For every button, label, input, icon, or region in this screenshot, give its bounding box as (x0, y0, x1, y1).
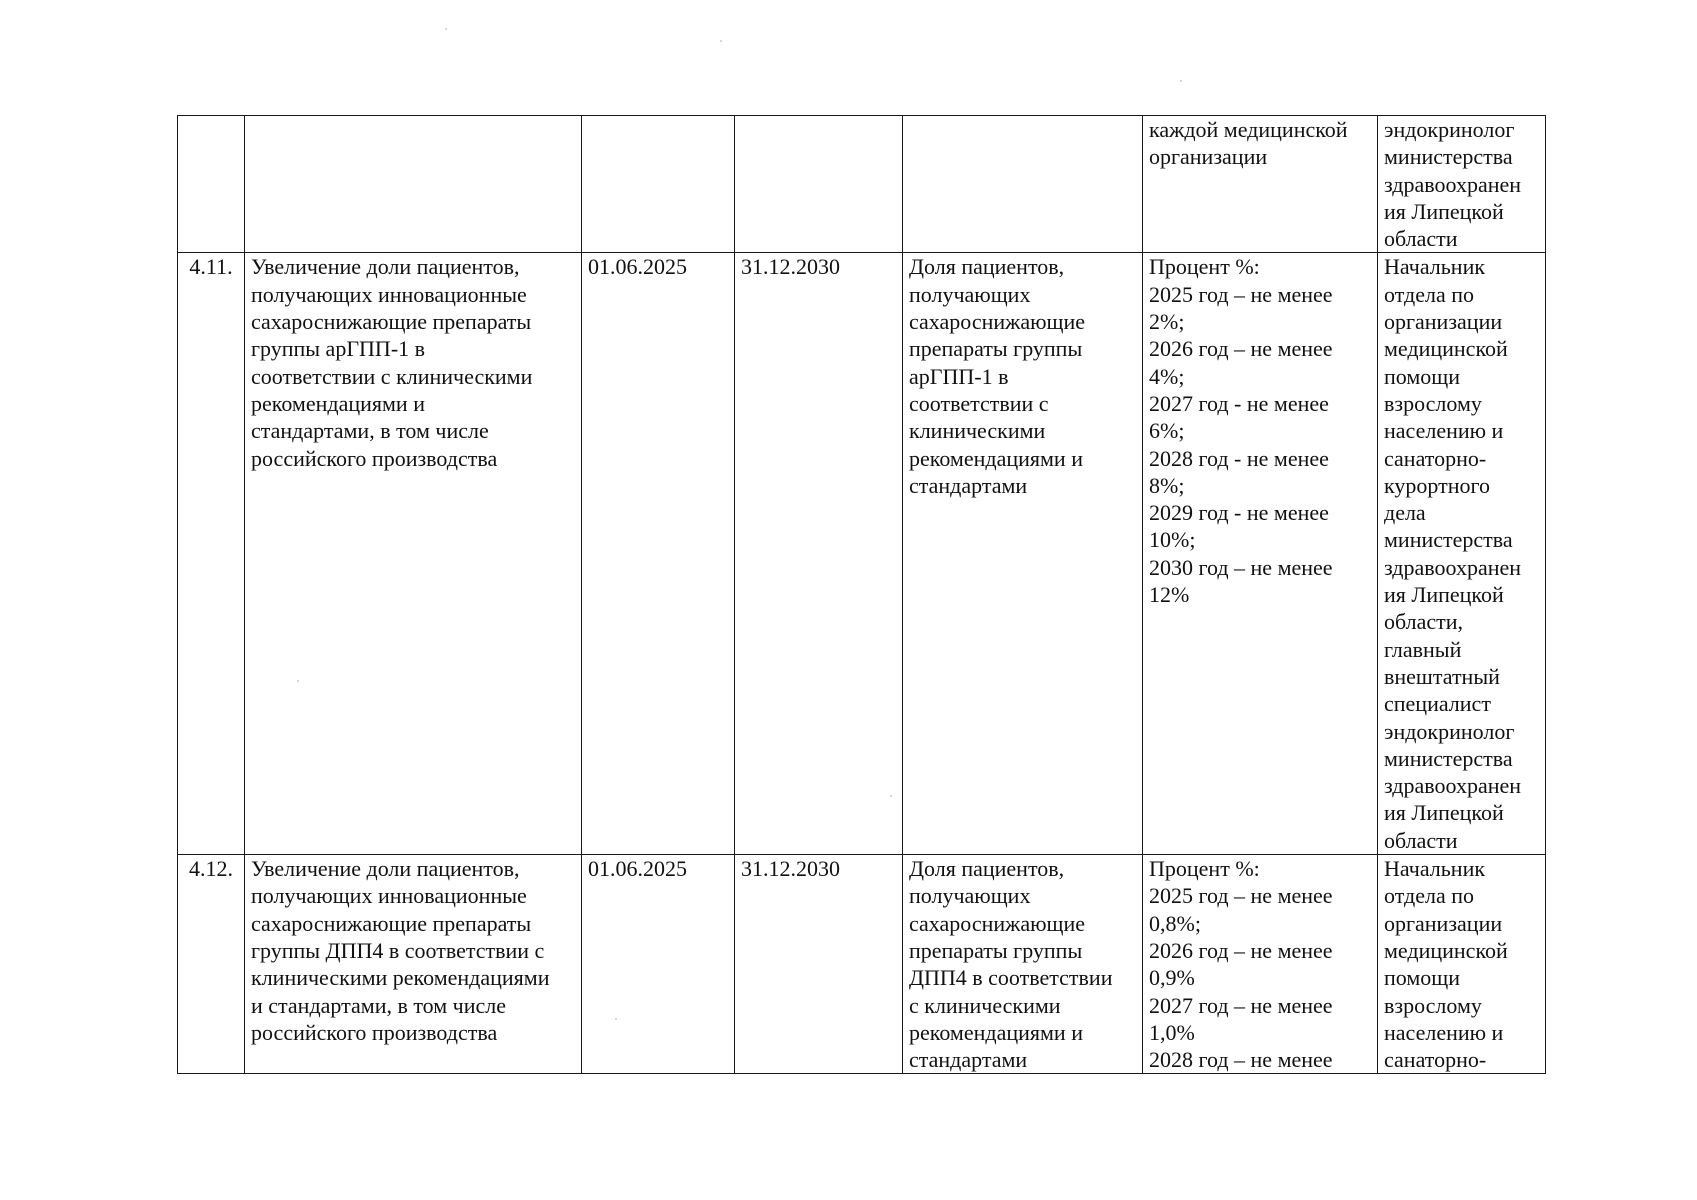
measures-table (177, 115, 1546, 1074)
row-number-cell: 4.12. (178, 855, 245, 1074)
indicator-cell: Доля пациентов, получающих сахароснижающие препараты группы арГПП-1 в соответствии с клиническими рекомендациями и стандартами (903, 253, 1143, 855)
end-date-cell: 31.12.2030 (735, 855, 903, 1074)
measure-cell: Увеличение доли пациентов, получающих инновационные сахароснижающие препараты группы ДПП4 в соответствии с клиническими рекомендациями и стандартами, в том числе российского производства (245, 855, 582, 1074)
scan-speck (720, 40, 722, 42)
table-row (178, 855, 1546, 1074)
end-date-cell: 31.12.2030 (735, 253, 903, 855)
start-date-cell: 01.06.2025 (582, 253, 735, 855)
target-value-cell: каждой медицинской организации (1143, 116, 1378, 253)
table-row (178, 116, 1546, 253)
row-number-cell (178, 116, 245, 253)
table-row (178, 253, 1546, 855)
scan-speck (890, 795, 892, 797)
measure-cell: Увеличение доли пациентов, получающих инновационные сахароснижающие препараты группы арГПП-1 в соответствии с клиническими рекомендациями и стандартами, в том числе российского производства (245, 253, 582, 855)
row-number-cell: 4.11. (178, 253, 245, 855)
start-date-cell: 01.06.2025 (582, 855, 735, 1074)
scan-speck (445, 28, 447, 30)
responsible-cell: Начальник отдела по организации медицинской помощи взрослому населению и санаторно- курортного дела министерства здравоохранен ия Липецкой области, главный внештатный специалист эндокринолог министерства здравоохранен ия Липецкой области (1378, 253, 1546, 855)
scan-speck (1180, 80, 1182, 82)
indicator-cell (903, 116, 1143, 253)
target-value-cell: Процент %: 2025 год – не менее 2%; 2026 год – не менее 4%; 2027 год - не менее 6%; 2028 год - не менее 8%; 2029 год - не менее 10%; 2030 год – не менее 12% (1143, 253, 1378, 855)
indicator-cell: Доля пациентов, получающих сахароснижающие препараты группы ДПП4 в соответствии с клиническими рекомендациями и стандартами (903, 855, 1143, 1074)
end-date-cell (735, 116, 903, 253)
responsible-cell: Начальник отдела по организации медицинской помощи взрослому населению и санаторно- (1378, 855, 1546, 1074)
responsible-cell: эндокринолог министерства здравоохранен ия Липецкой области (1378, 116, 1546, 253)
scan-speck (297, 680, 299, 682)
measure-cell (245, 116, 582, 253)
target-value-cell: Процент %: 2025 год – не менее 0,8%; 2026 год – не менее 0,9% 2027 год – не менее 1,0% 2028 год – не менее (1143, 855, 1378, 1074)
start-date-cell (582, 116, 735, 253)
scan-speck (615, 1018, 617, 1020)
